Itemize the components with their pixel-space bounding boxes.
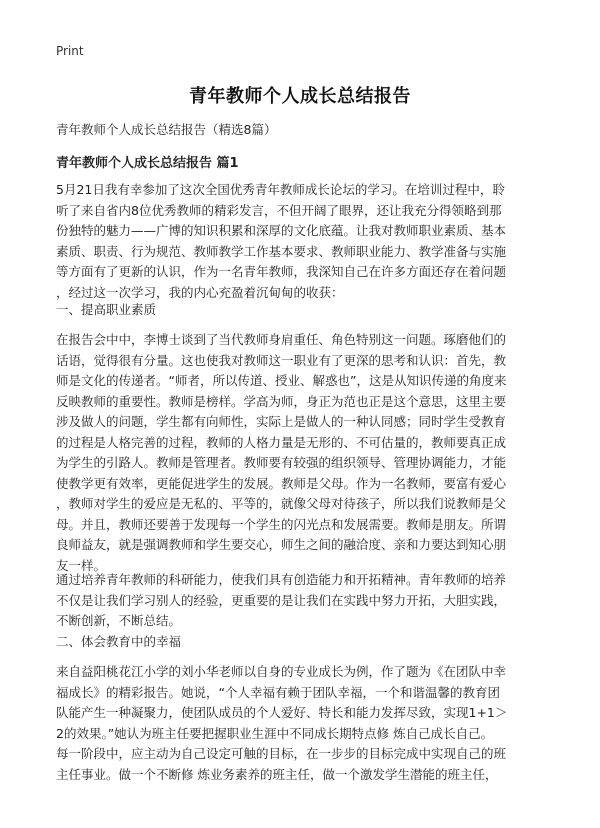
text-line: 素质、职责、行为规范、教师教学工作基本要求、教师职业能力、教学准备与实施 (56, 243, 507, 259)
text-line: ，经过这一次学习，我的内心充盈着沉甸甸的收获： (56, 284, 344, 300)
text-line: 为学生的引路人。教师是管理者。教师要有较强的组织领导、管理协调能力，才能 (56, 455, 507, 470)
text-line: 话语，觉得很有分量。这也使我对教师这一职业有了更深的思考和认识：首先，教 (56, 352, 507, 368)
section2-paragraph (56, 662, 546, 785)
text-line: 2的效果。”她认为班主任要把握职业生涯中不同成长期特点修 炼自己成长自己。 (56, 725, 494, 741)
text-line: 5月21日我有幸参加了这次全国优秀青年教师成长论坛的学习。在培训过程中，聆 (56, 182, 505, 197)
text-line: 母。并且，教师还要善于发现每一个学生的闪光点和发展需要。教师是朋友。所谓 (56, 516, 507, 532)
intro-paragraph (56, 180, 546, 303)
text-line: 听了来自省内8位优秀教师的精彩发言，不但开阔了眼界，还让我充分得领略到那 (56, 202, 502, 218)
text-line: 等方面有了更新的认识，作为一名青年教师，我深知自己在许多方面还存在着问题 (56, 264, 507, 279)
text-line: ，教师对学生的爱应是无私的、平等的，就像父母对待孩子，所以我们说教师是父 (56, 496, 507, 511)
text-line: 反映教师的重要性。教师是榜样。学高为师，身正为范也正是这个意思，这里主要 (56, 393, 507, 409)
print-link[interactable]: Print (56, 44, 84, 58)
text-line: 每一阶段中，应主动为自己设定可触的目标，在一步步的目标完成中实现自己的班 (56, 746, 507, 761)
subtitle: 青年教师个人成长总结报告（精选8篇） (56, 122, 277, 137)
text-line: 主任事业。做一个不断修 炼业务素养的班主任，做一个激发学生潜能的班主任， (56, 766, 498, 782)
text-line: 在报告会中中，李博士谈到了当代教师身肩重任、角色特别这一问题。琢磨他们的 (56, 332, 507, 347)
text-line: 良师益友，就是强调教师和学生要交心，师生之间的融洽度、亲和力要达到知心朋 (56, 537, 507, 552)
text-line: 涉及做人的问题，学生都有向师性，实际上是做人的一种认同感；同时学生受教育 (56, 414, 507, 429)
text-line: 队能产生一种凝聚力，使团队成员的个人爱好、特长和能力发挥尽致，实现1+1＞ (56, 705, 508, 720)
text-line: 不断创新，不断总结。 (56, 613, 182, 628)
text-line: 不仅是让我们学习别人的经验，更重要的是让我们在实践中努力开拓，大胆实践， (56, 592, 507, 608)
section1-heading: 一、提高职业素质 (56, 302, 157, 317)
text-line: 福成长》的精彩报告。她说，“个人幸福有赖于团队幸福，一个和谐温馨的教育团 (56, 684, 500, 700)
text-line: 份独特的魅力——广博的知识积累和深厚的文化底蕴。让我对教师职业素质、基本 (56, 223, 507, 238)
text-line: 师是文化的传递者。“师者，所以传道、授业、解惑也”，这是从知识传递的角度来 (56, 373, 507, 388)
text-line: 使教学更有效率，更能促进学生的发展。教师是父母。作为一名教师，要富有爱心 (56, 475, 507, 491)
section2-heading: 二、体会教育中的幸福 (56, 634, 182, 649)
text-line: 通过培养青年教师的科研能力，使我们具有创造能力和开拓精神。青年教师的培养 (56, 572, 507, 587)
page-title: 青年教师个人成长总结报告 (189, 86, 411, 107)
article-heading: 青年教师个人成长总结报告 篇1 (56, 156, 239, 171)
text-line: 友一样。 (56, 557, 107, 573)
section1-paragraph (56, 330, 546, 576)
section1-paragraph-2 (56, 570, 546, 632)
text-line: 的过程是人格完善的过程，教师的人格力量是无形的、不可估量的，教师要真正成 (56, 434, 507, 450)
text-line: 来自益阳桃花江小学的刘小华老师以自身的专业成长为例，作了题为《在团队中幸 (56, 664, 507, 679)
